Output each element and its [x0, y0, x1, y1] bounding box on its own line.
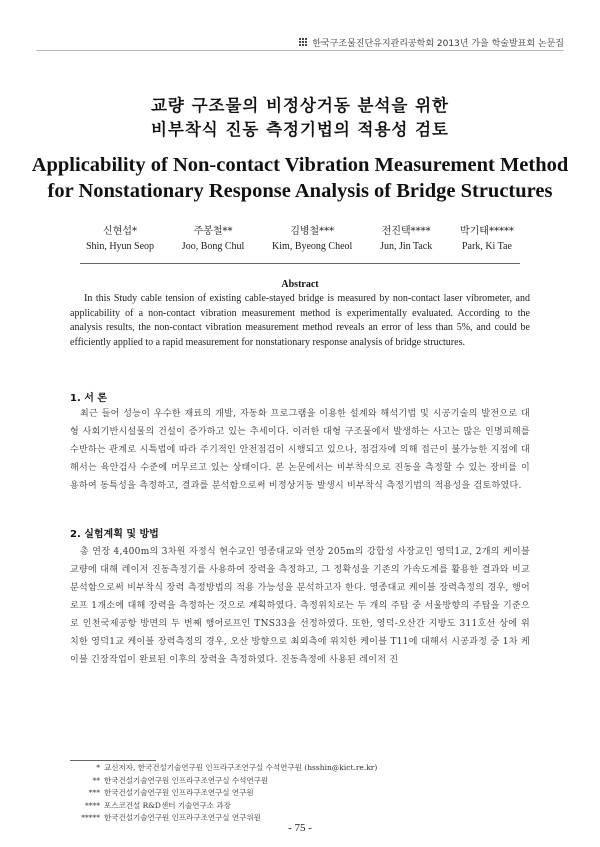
author-name-english: Kim, Byeong Cheol [272, 241, 353, 252]
footnote-text: 한국건설기술연구원 인프라구조연구실 연구원 [104, 788, 254, 797]
author [460, 222, 514, 252]
author-name-english: Shin, Hyun Seop [86, 241, 155, 252]
footnote-text: 포스코건설 R&D센터 기술연구소 과장 [104, 800, 231, 810]
page-number: - 75 - [288, 822, 312, 834]
footnote-text: 교신저자, 한국건설기술연구원 인프라구조연구실 수석연구원 (hsshin@kict.re.kr) [104, 763, 378, 772]
footnote-list [70, 762, 377, 825]
section-text-methods: 총 연장 4,400m의 3차원 자정식 현수교인 영종대교와 연장 205m의 강합성 사장교인 영덕1교, 2개의 케이블 교량에 대해 레이저 진동측정기를 사용하여 장력을 측정하고, 그 정확성을 기존의 가속도계를 활용한 결과와 비교 분석함으로써 비부착식 장력 측정방법의 적용 가능성을 분석하고자 한다. 영종대교 케이블 장력측정의 경우, 행어로프 1개소에 대해 장력을 측정하는 것으로 계획하였다. 측정위치로는 두 개의 주탑 중 서울방향의 주탑을 기준으로 인천국제공항 방면의 두 번째 행어로프인 TNS33을 선정하였다. 또한, 영덕-오산간 지방도 311호선 상에 위치한 영덕1교 케이블 장력측정의 경우, 오산 방향으로 최외측에 위치한 케이블 T11에 대해서 시공과정 중 1차 케이블 긴장작업이 완료된 이후의 장력을 측정하였다. 진동측정에 사용된 레이저 진 [70, 547, 530, 665]
author-name-korean: 주봉철** [193, 226, 233, 237]
footnote-divider [70, 760, 156, 761]
footnote-mark: ***** [81, 813, 100, 822]
header-divider [36, 50, 564, 51]
header-text: 한국구조물진단유지관리공학회 2013년 가을 학술발표회 논문집 [312, 39, 564, 49]
author-name-korean: 김병철*** [290, 226, 335, 237]
english-title-line2: for Nonstationary Response Analysis of Bridge Structures [47, 180, 553, 202]
author [86, 222, 154, 252]
author-name-english: Park, Ki Tae [461, 241, 512, 252]
author [380, 222, 432, 252]
korean-title-line1: 교량 구조물의 비정상거동 분석을 위한 [150, 96, 449, 115]
abstract-text: In this Study cable tension of existing cable-stayed bridge is measured by non-contact laser vibrometer, and applicability of a non-contact vibration measurement method is experimentally evaluated. According to the analysis results, the non-contact vibration measurement method reveals an error of less than 5%, and could be efficiently applied to a rapid measurement for nonstationary response analysis of bridge structures. [70, 293, 530, 348]
footnote [70, 800, 377, 813]
footnote [70, 787, 377, 800]
author-divider [80, 263, 520, 264]
footnote-mark: ** [92, 775, 100, 785]
footnote-mark: **** [85, 800, 100, 810]
section-heading-introduction: 1. 서 론 [70, 393, 108, 404]
author-name-english: Jun, Jin Tack [380, 241, 433, 252]
author-name-korean: 신현섭* [103, 226, 138, 237]
footnote-mark: * [96, 763, 100, 772]
author-list [86, 222, 514, 252]
author-name-korean: 박기태***** [459, 226, 514, 237]
abstract-heading: Abstract [281, 279, 319, 290]
author-name-korean: 전진택**** [381, 226, 431, 237]
section-text-introduction: 최근 들어 성능이 우수한 재료의 개발, 자동화 프로그램을 이용한 설계와 해석기법 및 시공기술의 발전으로 대형 사회기반시설물의 건설이 증가하고 있는 추세이다. 이러한 대형 구조물에서 발생하는 사고는 많은 인명피해를 수반하는 관계로 시특법에 따라 주기적인 안전점검이 시행되고 있으나, 점검자에 의해 접근이 불가능한 지점에 대해서는 육안검사 수준에 머무르고 있는 상태이다. 본 논문에서는 비부착식으로 진동을 측정할 수 있는 장비를 이용하여 동특성을 측정하고, 결과를 분석함으로써 비정상거동 발생시 비부착식 측정기법의 적용성을 검토하였다. [70, 409, 530, 491]
footnote-mark: *** [88, 788, 100, 797]
footnote-text: 한국건설기술연구원 인프라구조연구실 수석연구원 [104, 775, 269, 785]
author [272, 222, 352, 252]
footnote [70, 762, 377, 775]
running-header [299, 36, 564, 49]
footnote-text: 한국건설기술연구원 인프라구조연구실 연구위원 [104, 813, 261, 822]
footnote [70, 775, 377, 788]
author [182, 222, 245, 252]
korean-title-line2: 비부착식 진동 측정기법의 적용성 검토 [150, 120, 449, 139]
dot-grid-icon [299, 38, 308, 47]
section-heading-methods: 2. 실험계획 및 방법 [70, 529, 159, 540]
english-title-line1: Applicability of Non-contact Vibration Measurement Method [31, 154, 569, 176]
author-name-english: Joo, Bong Chul [181, 241, 245, 252]
